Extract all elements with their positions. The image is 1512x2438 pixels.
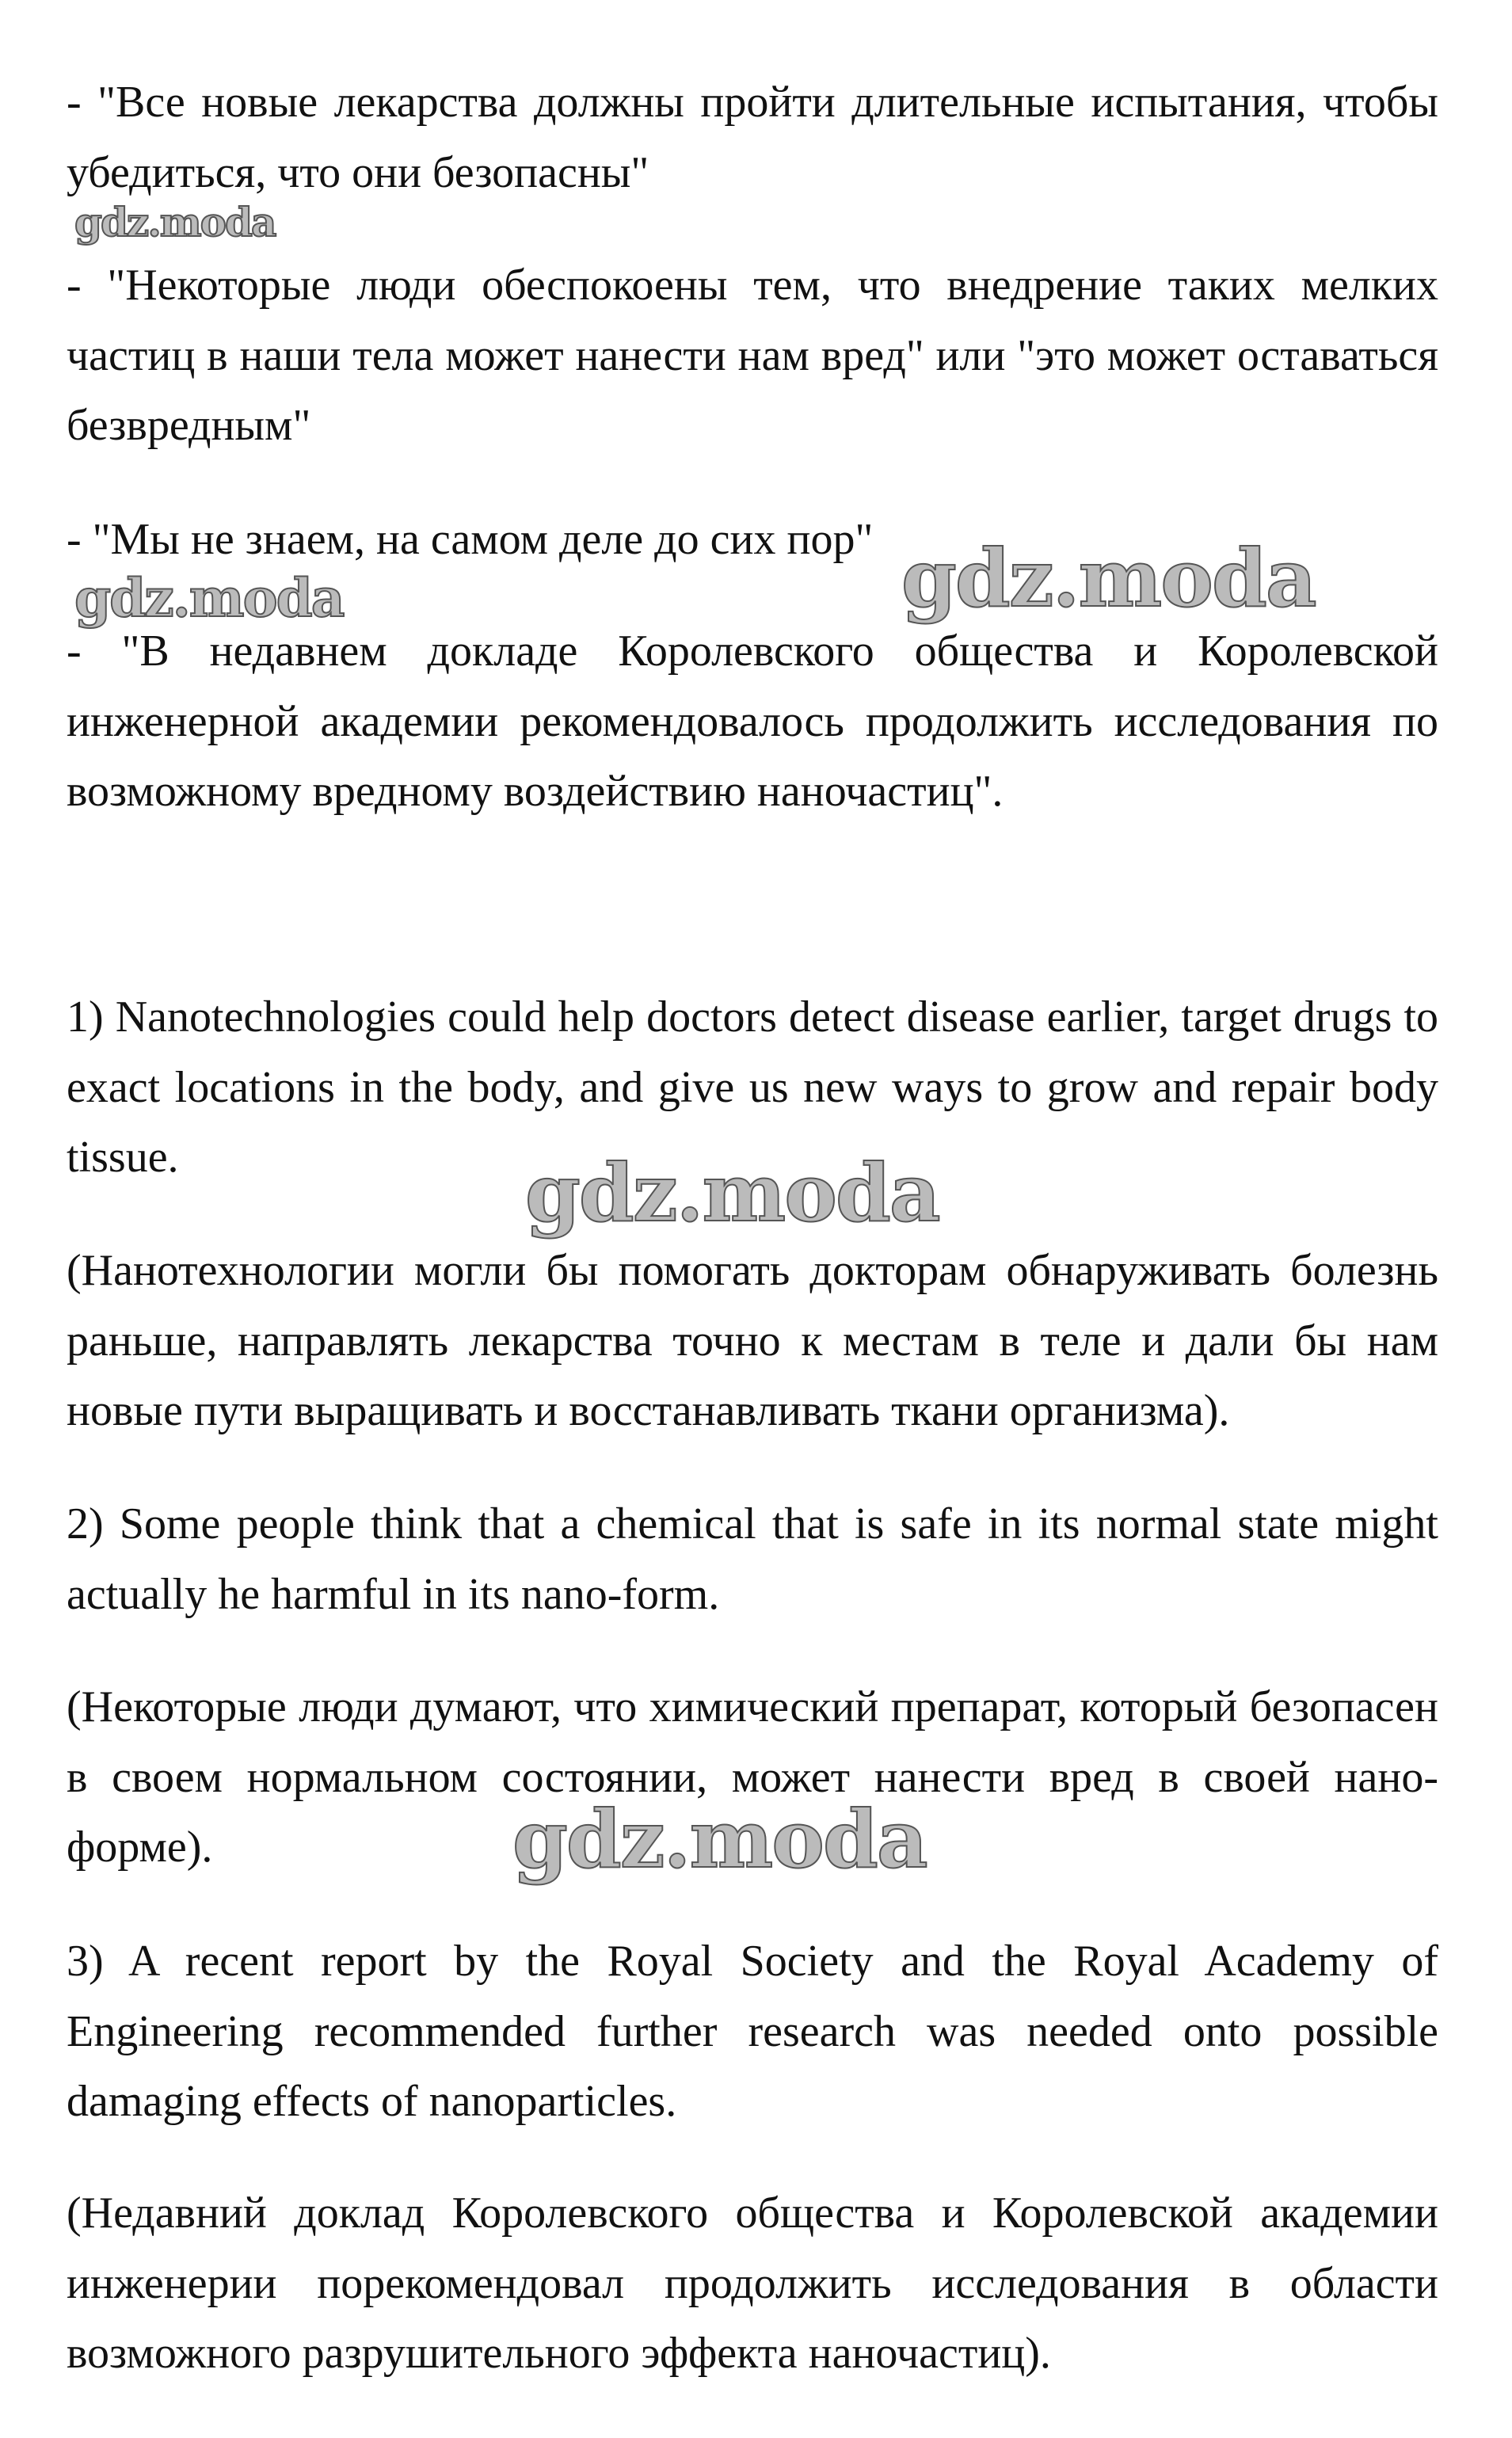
watermark: gdz.moda [901,531,1316,625]
watermark: gdz.moda [525,1146,939,1240]
paragraph-quote-1: - "Все новые лекарства должны пройти длительные испытания, чтобы убедиться, что они безопасны" [67,78,1438,197]
paragraph-quote-2: - "Некоторые люди обеспокоены тем, что внедрение таких мелких частиц в наши тела может нанести нам вред" или "это может оставаться безвредным" [67,261,1438,451]
paragraph-answer-2: 2) Some people think that a chemical that is safe in its normal state might actually he harmful in its nano-form. [67,1499,1438,1619]
paragraph-translation-1: (Нанотехнологии могли бы помогать докторам обнаруживать болезнь раньше, направлять лекарства точно к местам в теле и дали бы нам новые пути выращивать и восстанавливать ткани организма). [67,1246,1438,1436]
paragraph-quote-3: - "Мы не знаем, на самом деле до сих пор" [67,515,874,564]
watermark: gdz.moda [74,567,344,629]
paragraph-answer-1: 1) Nanotechnologies could help doctors detect disease earlier, target drugs to exact locations in the body, and give us new ways to grow and repair body tissue. [67,992,1438,1183]
watermark: gdz.moda [512,1792,927,1886]
paragraph-answer-3: 3) A recent report by the Royal Society and the Royal Academy of Engineering recommended further research was needed onto possible damaging effects of nanoparticles. [67,1937,1438,2127]
paragraph-quote-4: - "В недавнем докладе Королевского общества и Королевской инженерной академии рекомендовалось продолжить исследования по возможному вредному воздействию наночастиц". [67,627,1438,817]
watermark: gdz.moda [74,199,276,246]
paragraph-translation-2: (Некоторые люди думают, что химический препарат, который безопасен в своем нормальном состоянии, может нанести вред в своей нано-форме). [67,1682,1438,1872]
paragraph-translation-3: (Недавний доклад Королевского общества и Королевской академии инженерии порекомендовал продолжить исследования в области возможного разрушительного эффекта наночастиц). [67,2188,1438,2379]
